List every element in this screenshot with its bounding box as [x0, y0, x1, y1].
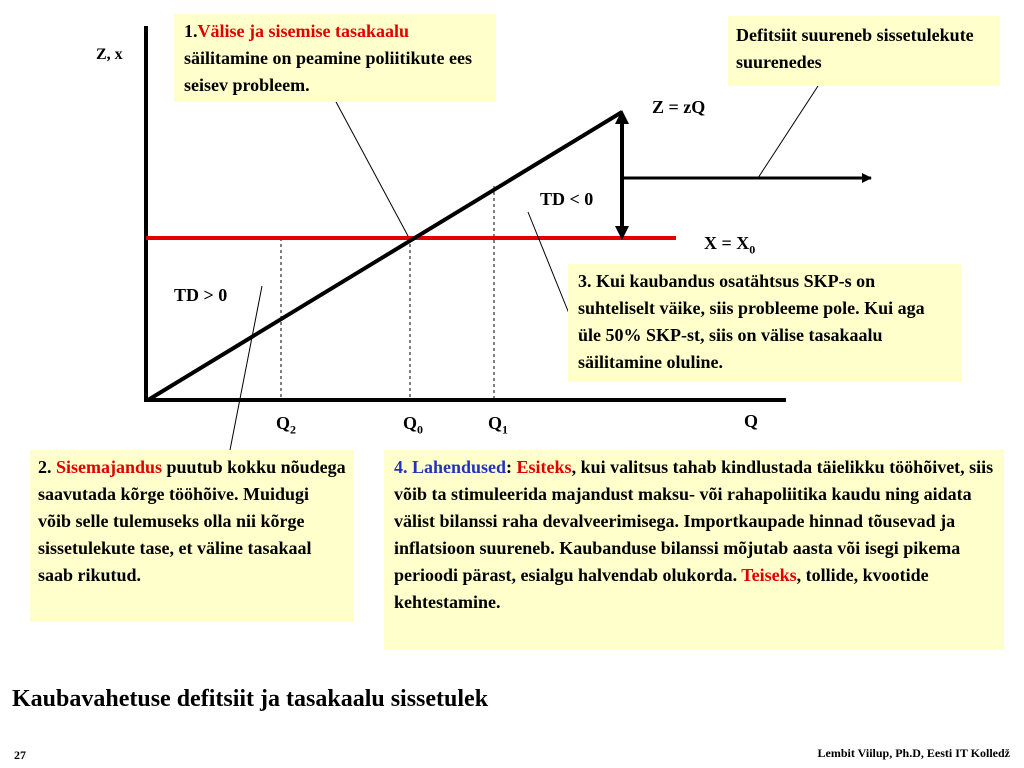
tick-label-q0-sub: 0 — [417, 422, 424, 437]
leader-line-note3 — [528, 212, 570, 316]
leader-line-deficit — [758, 86, 818, 178]
x-axis-label: Q — [744, 411, 759, 431]
note-4-number: 4. — [394, 457, 412, 477]
leader-line-note1 — [335, 100, 408, 236]
note-4-solutions-label: Lahendused — [412, 457, 507, 477]
note-1-highlight: Välise ja sisemise tasakaalu — [197, 21, 409, 41]
note-3-box — [568, 264, 962, 382]
note-3-text: 3. Kui kaubandus osatähtsus SKP-s on suhteliselt väike, siis probleeme pole. Kui aga üle 50% SKP-st, siis on välise tasakaalu säilitamine oluline. — [578, 271, 925, 372]
tick-label-q0 — [403, 412, 423, 441]
note-4-colon: : — [506, 457, 517, 477]
tick-label-q1 — [488, 412, 508, 441]
tick-label-q2-base: Q — [276, 413, 291, 433]
tick-label-q2 — [276, 412, 296, 441]
slide-title: Kaubavahetuse defitsiit ja tasakaalu sissetulek — [12, 686, 489, 712]
tick-label-q1-base: Q — [488, 413, 503, 433]
tick-label-q2-sub: 2 — [290, 422, 297, 437]
note-4-firstly: Esiteks — [516, 457, 572, 477]
line-x-label — [704, 232, 755, 261]
deficit-note-box — [728, 16, 1000, 86]
page-number: 27 — [14, 748, 26, 762]
note-2-text: puutub kokku nõudega saavutada kõrge tööhõive. Muidugi võib selle tulemuseks olla nii kõrge sissetulekute tase, et väline tasakaal saab rikutud. — [38, 457, 346, 585]
note-1-text: säilitamine on peamine poliitikute ees seisev probleem. — [184, 48, 472, 95]
note-4-secondly: Teiseks — [741, 565, 797, 585]
y-axis-label: Z, x — [96, 46, 123, 63]
note-2-box — [30, 450, 354, 622]
note-4-end-text: , tollide, kvootide kehtestamine. — [394, 565, 929, 612]
td-positive-label: TD > 0 — [174, 285, 228, 305]
author-credit: Lembit Viilup, Ph.D, Eesti IT Kolledž — [817, 746, 1010, 760]
note-1-number: 1. — [184, 21, 198, 41]
tick-label-q0-base: Q — [403, 413, 418, 433]
note-4-box — [384, 450, 1004, 650]
deficit-note-text: Defitsiit suureneb sissetulekute suurenedes — [736, 25, 974, 72]
note-4-text: , kui valitsus tahab kindlustada täielikku tööhõivet, siis võib ta stimuleerida majandust maksu- või rahapoliitika kaudu ning aidata välist bilanssi raha devalveerimisega. Importkaupade hinnad tõusevad ja inflatsioon suureneb. Kaubanduse bilanssi mõjutab aasta või isegi pikema perioodi pärast, esialgu halvendab olukorda. — [394, 457, 994, 585]
note-2-number: 2. — [38, 457, 56, 477]
td-negative-label: TD < 0 — [540, 189, 594, 209]
line-x-label-base: X = X — [704, 233, 750, 253]
tick-label-q1-sub: 1 — [502, 422, 509, 437]
note-2-highlight: Sisemajandus — [56, 457, 163, 477]
leader-line-note2 — [230, 286, 262, 450]
line-z-label: Z = zQ — [652, 97, 706, 117]
note-1-box — [174, 14, 496, 102]
line-x-label-sub: 0 — [749, 242, 756, 257]
line-z-zq — [148, 112, 622, 400]
